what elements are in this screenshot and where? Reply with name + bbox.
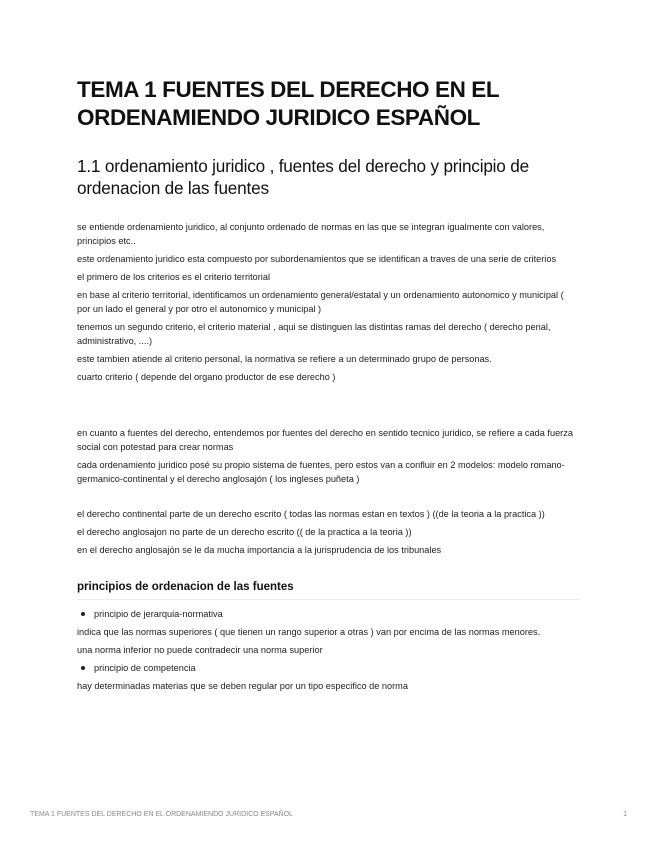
paragraph: una norma inferior no puede contradecir una norma superior — [77, 645, 323, 655]
bullet-item-jerarquia — [77, 607, 579, 621]
paragraph: hay determinadas materias que se deben regular por un tipo especifico de norma — [77, 681, 408, 691]
paragraph-group-modelos — [77, 507, 579, 557]
bullet-text: principio de jerarquia-normativa — [94, 609, 223, 619]
bullet-item-competencia — [77, 661, 579, 675]
paragraph: este ordenamiento juridico esta compuesto por subordenamientos que se identifican a traves de una serie de criterios — [77, 254, 557, 264]
bullet-dot-icon — [81, 612, 85, 616]
paragraph: en cuanto a fuentes del derecho, entendemos por fuentes del derecho en sentido tecnico juridico, se refiere a cada fuerza social con potestad para crear normas — [77, 428, 573, 452]
paragraph: en el derecho anglosajón se le da mucha importancia a la jurisprudencia de los tribunales — [77, 545, 442, 555]
paragraph: este tambien atiende al criterio personal, la normativa se refiere a un determinado grupo de personas. — [77, 354, 492, 364]
paragraph: cuarto criterio ( depende del organo productor de ese derecho ) — [77, 372, 336, 382]
bullet-dot-icon — [81, 666, 85, 670]
section-heading: principios de ordenacion de las fuentes — [77, 579, 579, 600]
paragraph: tenemos un segundo criterio, el criterio material , aqui se distinguen las distintas ramas del derecho ( derecho penal, administrativo, ....) — [77, 322, 551, 346]
footer-running-title: TEMA 1 FUENTES DEL DERECHO EN EL ORDENAMIENDO JURIDICO ESPAÑOL — [30, 811, 294, 818]
paragraph: en base al criterio territorial, identificamos un ordenamiento general/estatal y un ordenamiento autonomico y municipal ( por un lado el general y por otro el autonomico y municipal ) — [77, 290, 564, 314]
paragraph-group-ordenamiento — [77, 220, 579, 384]
paragraph: se entiende ordenamiento juridico, al conjunto ordenado de normas en las que se integran igualmente con valores, principios etc.. — [77, 222, 545, 246]
paragraph: cada ordenamiento juridico posé su propio sistema de fuentes, pero estos van a confluir en 2 modelos: modelo romano-germanico-continental y el derecho anglosajón ( los ingleses puñeta ) — [77, 460, 565, 484]
paragraph: el primero de los criterios es el criterio territorial — [77, 272, 270, 282]
page-number: 1 — [623, 811, 627, 818]
bullet-text: principio de competencia — [94, 663, 196, 673]
paragraph: el derecho continental parte de un derecho escrito ( todas las normas estan en textos ) ((de la teoria a la practica )) — [77, 509, 545, 519]
paragraph-group-fuentes — [77, 426, 579, 486]
document-page — [77, 76, 579, 697]
paragraph: el derecho anglosajon no parte de un derecho escrito (( de la practica a la teoria )) — [77, 527, 412, 537]
page-footer — [30, 810, 627, 820]
section-subtitle: 1.1 ordenamiento juridico , fuentes del derecho y principio de ordenacion de las fuentes — [77, 156, 529, 198]
paragraph: indica que las normas superiores ( que tienen un rango superior a otras ) van por encima de las normas menores. — [77, 627, 541, 637]
document-title: TEMA 1 FUENTES DEL DERECHO EN EL ORDENAMIENDO JURIDICO ESPAÑOL — [77, 77, 499, 130]
